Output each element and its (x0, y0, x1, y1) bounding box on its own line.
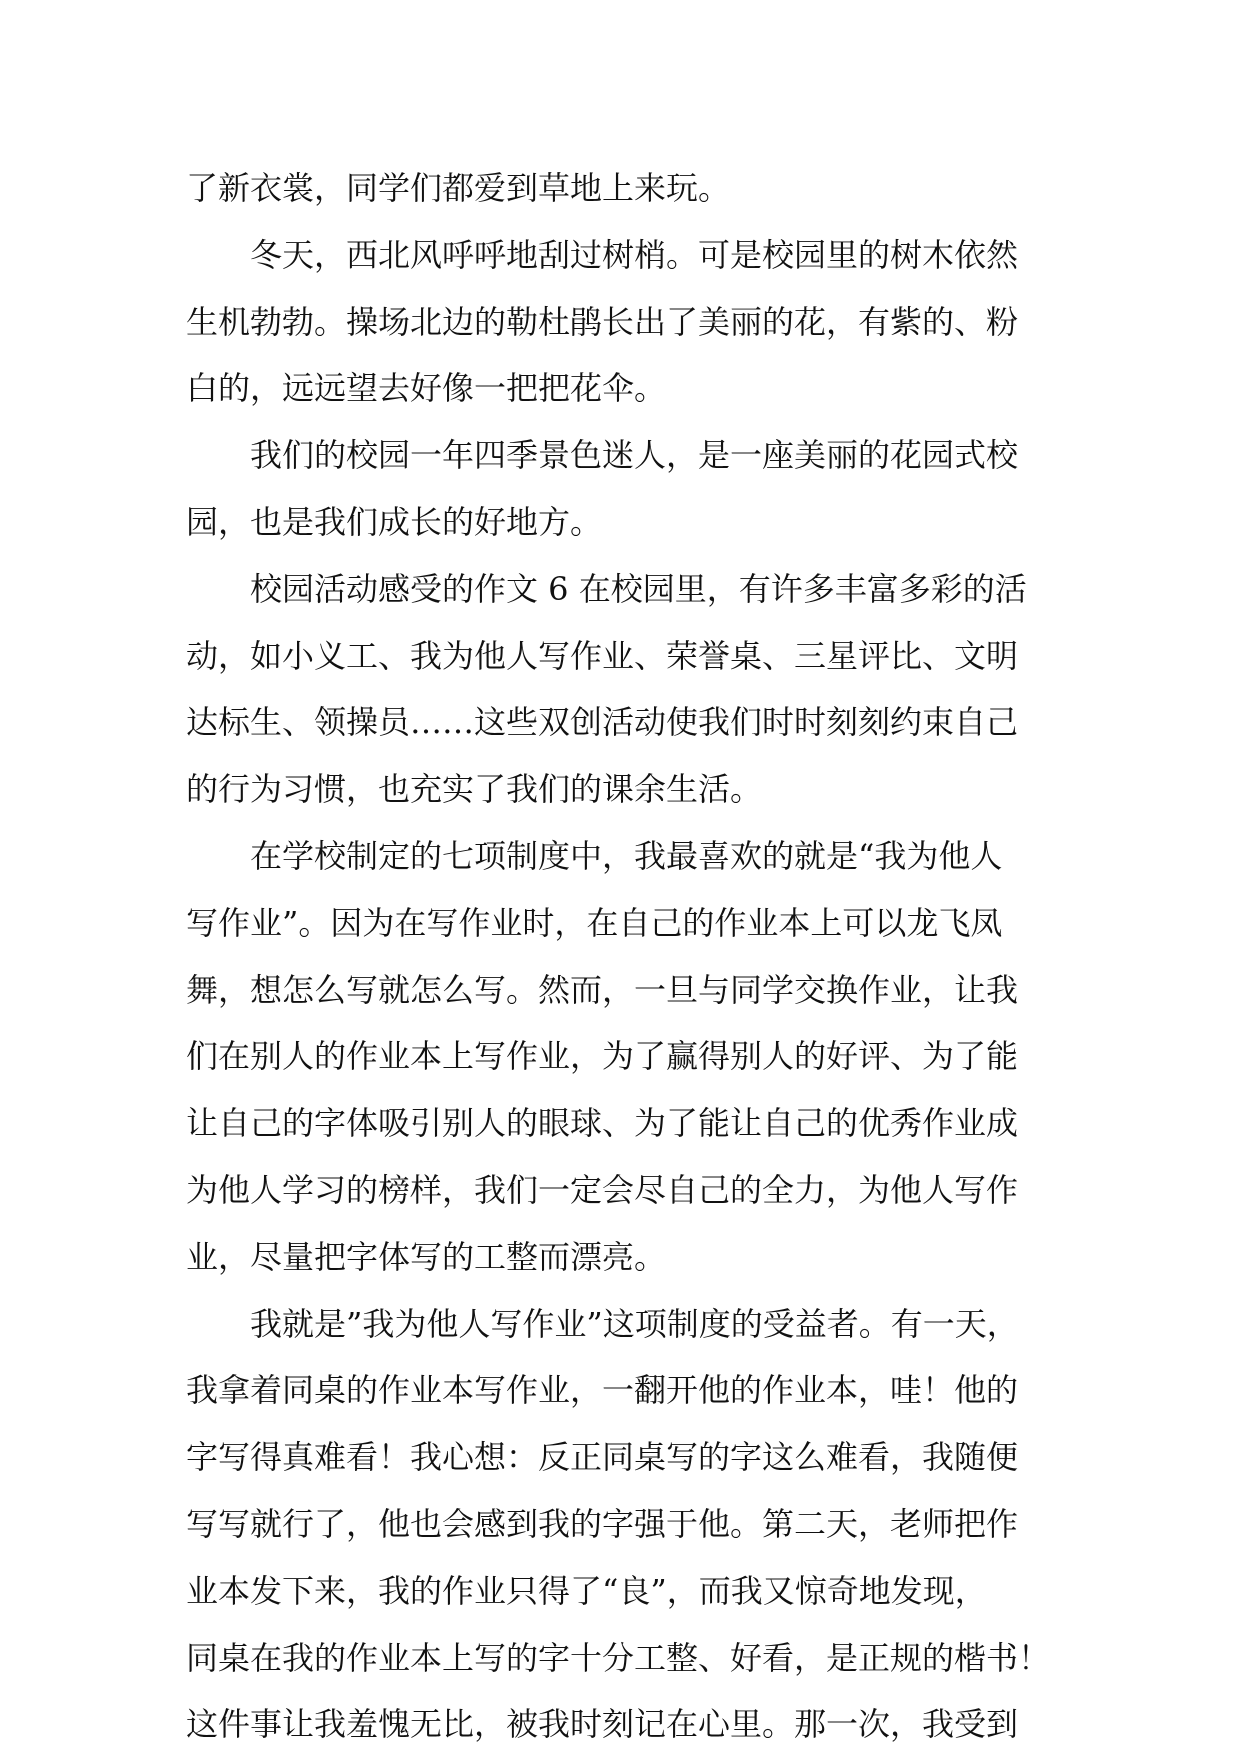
text-line: 的行为习惯，也充实了我们的课余生活。 (186, 770, 763, 809)
text-line: 舞，想怎么写就怎么写。然而，一旦与同学交换作业，让我 (186, 970, 1019, 1009)
text-line: 我就是”我为他人写作业”这项制度的受益者。有一天， (186, 1304, 1019, 1343)
text-line: 白的，远远望去好像一把把花伞。 (186, 369, 667, 408)
text-line: 为他人学习的榜样，我们一定会尽自己的全力，为他人写作 (186, 1170, 1019, 1209)
text-line: 冬天，西北风呼呼地刮过树梢。可是校园里的树木依然 (186, 235, 1019, 274)
text-line: 我们的校园一年四季景色迷人，是一座美丽的花园式校 (186, 436, 1019, 475)
text-line: 了新衣裳，同学们都爱到草地上来玩。 (186, 169, 731, 207)
text-line: 在学校制定的七项制度中，我最喜欢的就是“我为他人 (186, 836, 1003, 875)
text-line: 让自己的字体吸引别人的眼球、为了能让自己的优秀作业成 (186, 1104, 1019, 1143)
text-line: 写作业”。因为在写作业时，在自己的作业本上可以龙飞凤 (186, 903, 1003, 942)
text-line: 业，尽量把字体写的工整而漂亮。 (186, 1237, 667, 1276)
text-line: 字写得真难看！我心想：反正同桌写的字这么难看，我随便 (186, 1438, 1019, 1477)
text-line: 动，如小义工、我为他人写作业、荣誉桌、三星评比、文明 (186, 636, 1019, 675)
body-text (186, 155, 1051, 1758)
text-line: 生机勃勃。操场北边的勒杜鹃长出了美丽的花，有紫的、粉 (186, 302, 1019, 341)
text-line: 校园活动感受的作文 6 在校园里，有许多丰富多彩的活 (186, 569, 1027, 608)
text-line: 写写就行了，他也会感到我的字强于他。第二天，老师把作 (186, 1504, 1019, 1543)
text-line: 们在别人的作业本上写作业，为了赢得别人的好评、为了能 (186, 1037, 1019, 1076)
text-line: 这件事让我羞愧无比，被我时刻记在心里。那一次，我受到 (186, 1705, 1019, 1744)
text-line: 园，也是我们成长的好地方。 (186, 502, 603, 541)
text-line: 同桌在我的作业本上写的字十分工整、好看，是正规的楷书！ (186, 1638, 1051, 1677)
text-line: 业本发下来，我的作业只得了“良”，而我又惊奇地发现， (186, 1571, 987, 1610)
text-line: 达标生、领操员……这些双创活动使我们时时刻刻约束自己 (186, 703, 1019, 742)
text-line: 我拿着同桌的作业本写作业，一翻开他的作业本，哇！他的 (186, 1371, 1019, 1410)
